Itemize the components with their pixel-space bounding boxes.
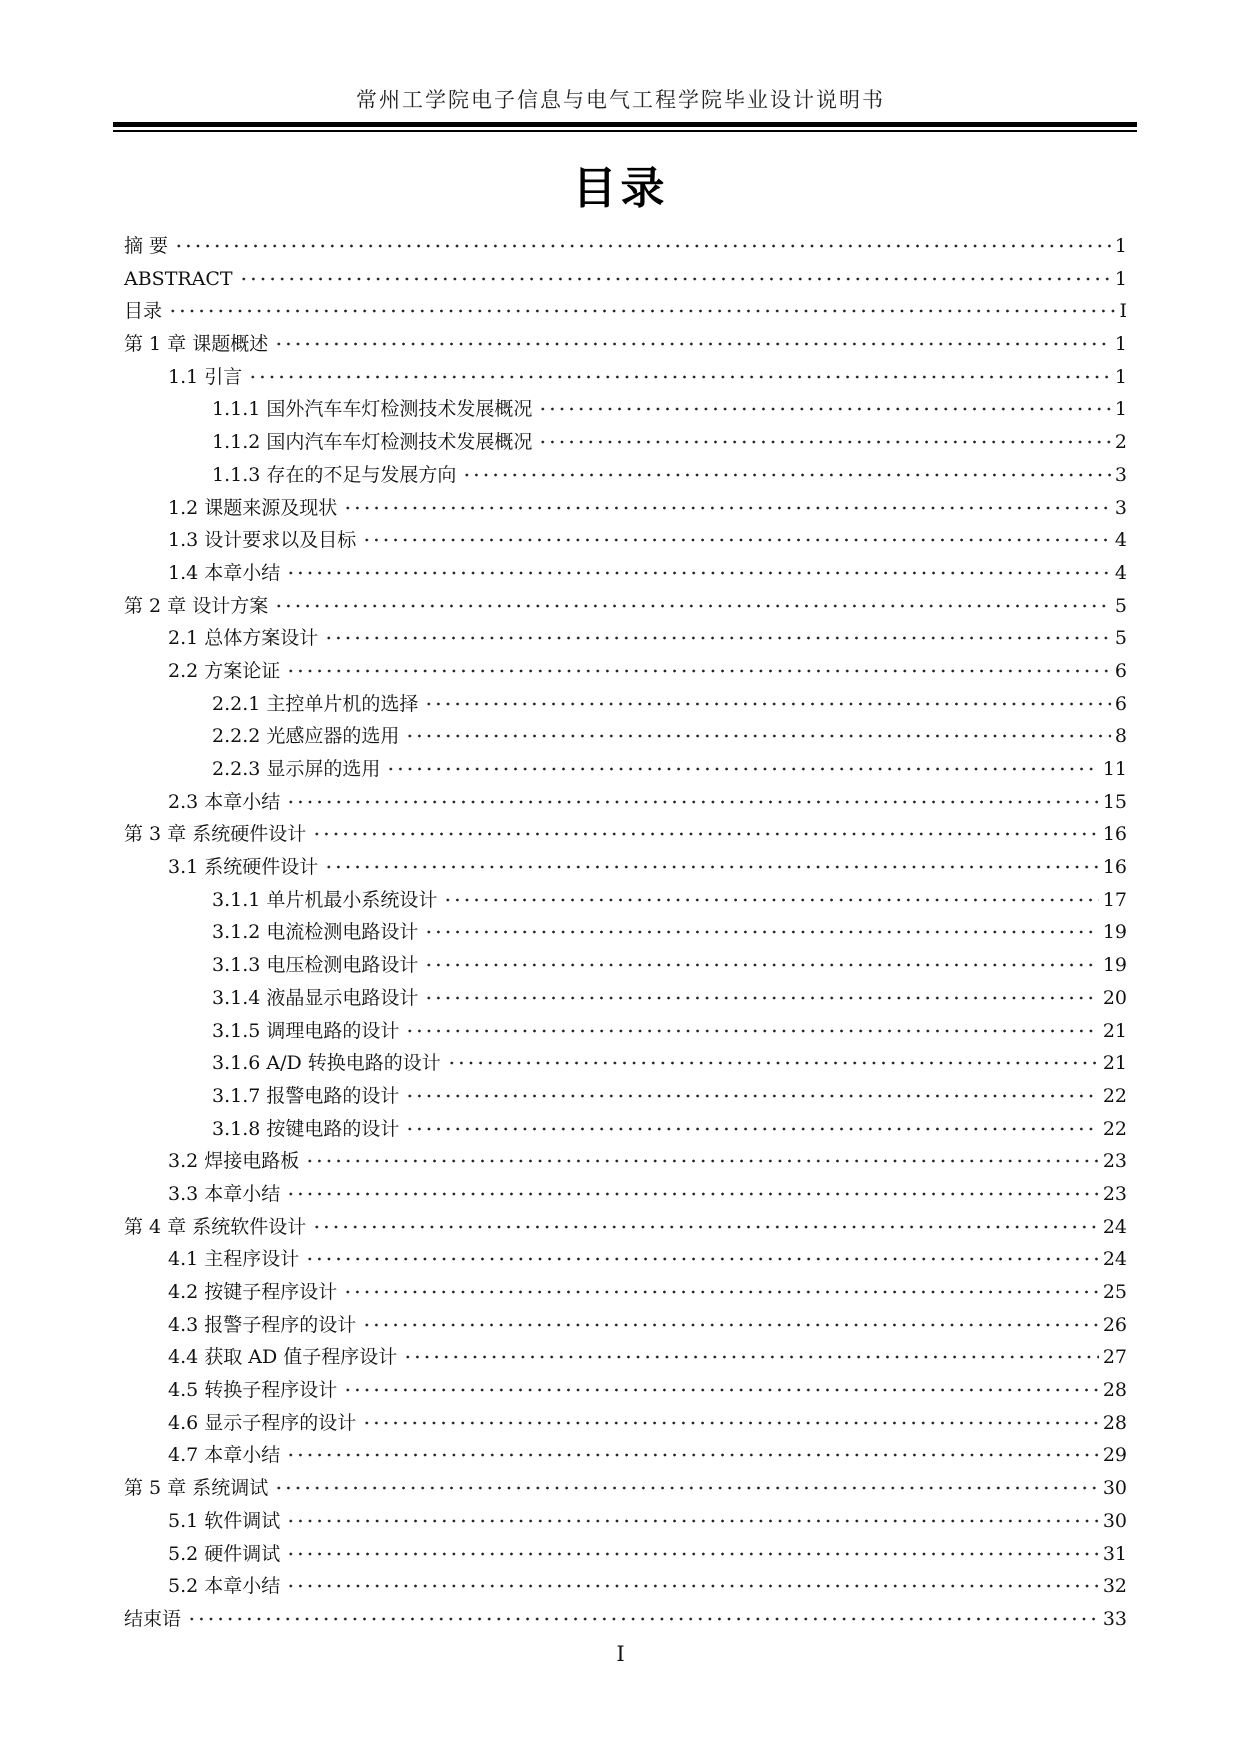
toc-entry-title: 2.3 本章小结 (168, 790, 281, 813)
toc-entry-page: 24 (1102, 1215, 1127, 1238)
toc-entry[interactable] (124, 263, 1127, 296)
toc-entry-page: 3 (1114, 463, 1127, 486)
toc-entry-title: 第 1 章 课题概述 (124, 333, 269, 356)
toc-entry-page: 8 (1114, 725, 1127, 748)
toc-entry[interactable] (124, 982, 1127, 1015)
toc-dot-leader (274, 600, 1111, 612)
toc-entry[interactable] (124, 1341, 1127, 1374)
toc-dot-leader (286, 1548, 1099, 1560)
toc-entry[interactable] (124, 393, 1127, 426)
toc-entry-page: 1 (1114, 333, 1127, 356)
toc-entry[interactable] (124, 1570, 1127, 1603)
toc-entry[interactable] (124, 1113, 1127, 1146)
toc-entry-page: 32 (1102, 1575, 1127, 1598)
toc-dot-leader (362, 534, 1111, 546)
toc-entry-page: 23 (1102, 1150, 1127, 1173)
toc-entry-title: 2.2 方案论证 (168, 659, 281, 682)
toc-dot-leader (462, 469, 1111, 481)
toc-entry-page: 1 (1114, 235, 1127, 257)
toc-entry-page: 22 (1102, 1117, 1127, 1140)
toc-dot-leader (324, 861, 1099, 873)
toc-entry-page: 1 (1114, 267, 1127, 290)
page-title: 目录 (572, 163, 669, 214)
toc-dot-leader (362, 1319, 1099, 1331)
toc-dot-leader (286, 665, 1111, 677)
toc-entry-title: 3.1.4 液晶显示电路设计 (212, 986, 419, 1009)
toc-dot-leader (312, 1221, 1099, 1233)
toc-dot-leader (403, 1351, 1099, 1363)
toc-entry[interactable] (124, 753, 1127, 786)
toc-dot-leader (405, 730, 1111, 742)
table-of-contents (124, 230, 1127, 1636)
toc-dot-leader (286, 567, 1111, 579)
toc-entry-title: 4.7 本章小结 (168, 1444, 281, 1467)
toc-dot-leader (405, 1025, 1098, 1037)
toc-entry-title: 第 3 章 系统硬件设计 (124, 823, 307, 846)
toc-dot-leader (286, 1449, 1099, 1461)
toc-entry-page: 19 (1102, 921, 1127, 944)
toc-entry[interactable] (124, 524, 1127, 557)
toc-entry-title: 4.6 显示子程序的设计 (168, 1411, 357, 1434)
toc-dot-leader (187, 1613, 1099, 1625)
toc-entry-title: 5.2 本章小结 (168, 1575, 281, 1598)
toc-dot-leader (443, 894, 1098, 906)
toc-entry-page: 28 (1102, 1411, 1127, 1434)
toc-entry[interactable] (124, 851, 1127, 884)
toc-entry-title: ABSTRACT (124, 267, 233, 290)
toc-entry-page: 16 (1102, 823, 1127, 846)
toc-entry[interactable] (124, 230, 1127, 263)
toc-entry[interactable] (124, 1015, 1127, 1048)
toc-dot-leader (424, 992, 1098, 1004)
toc-dot-leader (286, 1515, 1099, 1527)
toc-entry[interactable] (124, 622, 1127, 655)
toc-entry-page: 23 (1102, 1182, 1127, 1205)
toc-entry[interactable] (124, 1439, 1127, 1472)
toc-entry[interactable] (124, 818, 1127, 851)
toc-dot-leader (305, 1253, 1099, 1265)
toc-entry-page: 2 (1114, 431, 1127, 454)
toc-dot-leader (447, 1057, 1099, 1069)
toc-entry-title: 4.3 报警子程序的设计 (168, 1313, 357, 1336)
toc-entry[interactable] (124, 1243, 1127, 1276)
toc-entry-title: 1.2 课题来源及现状 (168, 496, 338, 519)
toc-entry-title: 第 4 章 系统软件设计 (124, 1215, 307, 1238)
toc-entry-title: 3.1.3 电压检测电路设计 (212, 954, 419, 977)
toc-entry[interactable] (124, 1080, 1127, 1113)
toc-entry[interactable] (124, 1472, 1127, 1505)
toc-entry-title: 3.1.5 调理电路的设计 (212, 1019, 400, 1042)
toc-dot-leader (538, 403, 1111, 415)
toc-entry-title: 第 2 章 设计方案 (124, 594, 269, 617)
toc-entry-title: 5.2 硬件调试 (168, 1542, 281, 1565)
toc-entry-page: 24 (1102, 1248, 1127, 1271)
toc-entry-page: 3 (1114, 496, 1127, 519)
toc-entry-title: 2.2.2 光感应器的选用 (212, 725, 400, 748)
toc-dot-leader (343, 1384, 1099, 1396)
toc-entry-page: 15 (1102, 790, 1127, 813)
header-rule-thick (113, 122, 1137, 127)
toc-entry-title: 2.1 总体方案设计 (168, 627, 319, 650)
toc-entry[interactable] (124, 916, 1127, 949)
toc-entry[interactable] (124, 459, 1127, 492)
toc-entry-title: 3.1.6 A/D 转换电路的设计 (212, 1052, 441, 1075)
toc-entry[interactable] (124, 1211, 1127, 1244)
toc-dot-leader (343, 1286, 1099, 1298)
toc-dot-leader (343, 502, 1111, 514)
toc-entry[interactable] (124, 1407, 1127, 1440)
toc-dot-leader (274, 338, 1111, 350)
toc-entry-page: 27 (1102, 1346, 1127, 1369)
toc-dot-leader (424, 959, 1098, 971)
toc-entry-page: 6 (1114, 692, 1127, 715)
toc-entry-page: 19 (1102, 954, 1127, 977)
toc-entry-page: 28 (1102, 1379, 1127, 1402)
toc-entry-page: 21 (1102, 1019, 1127, 1042)
toc-entry-title: 1.1.3 存在的不足与发展方向 (212, 463, 457, 486)
toc-entry-title: 3.1 系统硬件设计 (168, 856, 319, 879)
toc-entry-title: 结束语 (124, 1607, 182, 1630)
toc-entry-page: 16 (1102, 856, 1127, 879)
toc-dot-leader (386, 763, 1098, 775)
toc-entry-title: 3.1.8 按键电路的设计 (212, 1117, 400, 1140)
toc-entry[interactable] (124, 786, 1127, 819)
toc-entry[interactable] (124, 328, 1127, 361)
toc-dot-leader (274, 1482, 1099, 1494)
toc-entry-title: 摘 要 (124, 235, 169, 257)
toc-dot-leader (168, 305, 1115, 317)
toc-entry-page: 4 (1114, 529, 1127, 552)
toc-entry-title: 4.5 转换子程序设计 (168, 1379, 338, 1402)
toc-entry-page: 22 (1102, 1084, 1127, 1107)
toc-dot-leader (286, 1580, 1099, 1592)
toc-entry-title: 4.1 主程序设计 (168, 1248, 300, 1271)
toc-entry-title: 1.4 本章小结 (168, 561, 281, 584)
toc-entry-title: 3.1.7 报警电路的设计 (212, 1084, 400, 1107)
toc-entry[interactable] (124, 1047, 1127, 1080)
toc-entry-page: 20 (1102, 986, 1127, 1009)
toc-entry-title: 3.2 焊接电路板 (168, 1150, 300, 1173)
toc-dot-leader (286, 1188, 1099, 1200)
toc-entry-page: 21 (1102, 1052, 1127, 1075)
toc-dot-leader (405, 1123, 1098, 1135)
toc-entry-title: 1.1.2 国内汽车车灯检测技术发展概况 (212, 431, 533, 454)
toc-entry-title: 2.2.3 显示屏的选用 (212, 758, 381, 780)
toc-entry[interactable] (124, 295, 1127, 328)
toc-dot-leader (174, 240, 1111, 252)
toc-entry-title: 4.2 按键子程序设计 (168, 1281, 338, 1303)
toc-dot-leader (239, 273, 1111, 285)
toc-entry[interactable] (124, 655, 1127, 688)
header-rule-thin (113, 130, 1137, 132)
toc-entry-page: 5 (1114, 594, 1127, 617)
toc-entry-title: 4.4 获取 AD 值子程序设计 (168, 1346, 398, 1369)
toc-dot-leader (424, 926, 1098, 938)
toc-entry-title: 3.3 本章小结 (168, 1182, 281, 1205)
toc-entry-title: 5.1 软件调试 (168, 1509, 281, 1532)
toc-entry[interactable] (124, 1374, 1127, 1407)
toc-entry[interactable] (124, 720, 1127, 753)
toc-entry[interactable] (124, 1276, 1127, 1309)
toc-entry[interactable] (124, 492, 1127, 525)
toc-entry[interactable] (124, 426, 1127, 459)
toc-dot-leader (324, 632, 1111, 644)
toc-entry-page: 1 (1114, 365, 1127, 388)
toc-entry-title: 3.1.1 单片机最小系统设计 (212, 888, 438, 911)
toc-dot-leader (362, 1417, 1099, 1429)
toc-entry-page: 31 (1102, 1542, 1127, 1565)
toc-entry-page: I (1119, 300, 1127, 323)
toc-entry[interactable] (124, 1538, 1127, 1571)
toc-entry-title: 2.2.1 主控单片机的选择 (212, 692, 419, 715)
toc-entry-page: 26 (1102, 1313, 1127, 1336)
toc-entry-page: 29 (1102, 1444, 1127, 1467)
toc-entry-title: 1.1 引言 (168, 365, 243, 388)
toc-entry-title: 1.1.1 国外汽车车灯检测技术发展概况 (212, 398, 533, 421)
toc-entry[interactable] (124, 557, 1127, 590)
toc-dot-leader (286, 796, 1099, 808)
toc-entry-page: 11 (1102, 758, 1127, 780)
toc-entry[interactable] (124, 590, 1127, 623)
toc-entry-page: 17 (1102, 888, 1127, 911)
toc-entry[interactable] (124, 1505, 1127, 1538)
toc-entry-title: 3.1.2 电流检测电路设计 (212, 921, 419, 944)
toc-entry[interactable] (124, 1178, 1127, 1211)
toc-dot-leader (405, 1090, 1098, 1102)
page-number: I (616, 1642, 625, 1666)
toc-entry[interactable] (124, 1145, 1127, 1178)
toc-entry-page: 33 (1102, 1607, 1127, 1630)
toc-entry-title: 目录 (124, 300, 163, 323)
toc-entry-page: 25 (1102, 1281, 1127, 1303)
toc-entry[interactable] (124, 884, 1127, 917)
toc-dot-leader (424, 698, 1111, 710)
toc-entry-page: 6 (1114, 659, 1127, 682)
toc-entry-page: 5 (1114, 627, 1127, 650)
toc-entry[interactable] (124, 361, 1127, 394)
toc-entry[interactable] (124, 949, 1127, 982)
toc-entry-page: 30 (1102, 1477, 1127, 1500)
toc-dot-leader (248, 371, 1111, 383)
toc-dot-leader (305, 1155, 1099, 1167)
toc-dot-leader (538, 436, 1111, 448)
toc-entry-page: 30 (1102, 1509, 1127, 1532)
toc-entry[interactable] (124, 1309, 1127, 1342)
toc-dot-leader (312, 828, 1099, 840)
running-header: 常州工学院电子信息与电气工程学院毕业设计说明书 (356, 88, 885, 112)
toc-entry[interactable] (124, 1603, 1127, 1636)
toc-entry-title: 1.3 设计要求以及目标 (168, 529, 357, 552)
toc-entry-page: 4 (1114, 561, 1127, 584)
toc-entry-title: 第 5 章 系统调试 (124, 1477, 269, 1500)
toc-entry[interactable] (124, 688, 1127, 721)
toc-entry-page: 1 (1114, 398, 1127, 421)
